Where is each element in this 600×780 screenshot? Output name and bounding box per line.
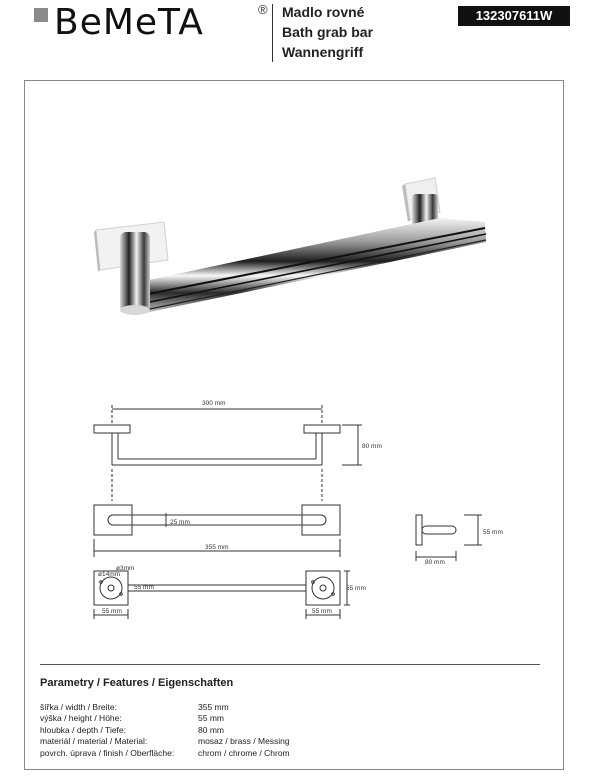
left-post <box>120 232 150 315</box>
features-divider <box>40 664 540 665</box>
feature-value: 55 mm <box>198 713 224 724</box>
feature-row-height <box>40 713 348 724</box>
product-photo <box>90 172 490 322</box>
feature-label: šířka / width / Breite: <box>40 702 117 712</box>
dim-80-depth: 80 mm <box>362 443 382 450</box>
dim-hole-14: ø14mm <box>98 571 121 578</box>
features-table <box>40 702 348 759</box>
header-divider <box>272 4 273 62</box>
feature-value: 355 mm <box>198 702 229 712</box>
feature-row-finish <box>40 748 348 759</box>
feature-label: hloubka / depth / Tiefe: <box>40 724 127 735</box>
product-name-en: Bath grab bar <box>282 24 374 40</box>
features-title: Parametry / Features / Eigenschaften <box>40 677 234 689</box>
feature-value: mosaz / brass / Messing <box>198 736 290 747</box>
registered-mark: ® <box>258 2 268 17</box>
dim-hole-3: ø3mm <box>116 565 135 572</box>
brand-logo: BeMeTA <box>54 2 204 43</box>
technical-drawing <box>80 385 530 625</box>
grab-bar <box>130 218 486 314</box>
feature-row-material <box>40 736 348 747</box>
feature-label: povrch. úprava / finish / Oberfläche: <box>40 747 175 758</box>
dim-55-inner: 55 mm <box>134 584 154 591</box>
feature-label: materiál / material / Material: <box>40 736 148 747</box>
dim-55-height: 55 mm <box>346 585 366 592</box>
product-names <box>282 2 373 62</box>
dim-300: 300 mm <box>202 400 226 407</box>
dim-55-side: 55 mm <box>483 529 503 536</box>
logo-square <box>34 8 48 22</box>
feature-row-width <box>40 702 348 713</box>
side-view <box>416 515 482 561</box>
feature-value: chrom / chrome / Chrom <box>198 747 290 758</box>
dim-80-side: 80 mm <box>425 559 445 566</box>
feature-value: 80 mm <box>198 724 224 735</box>
dim-355: 355 mm <box>205 544 229 551</box>
dim-55-left: 55 mm <box>102 608 122 615</box>
product-name-de: Wannengriff <box>282 44 364 60</box>
product-name-cz: Madlo rovné <box>282 4 365 20</box>
top-view <box>94 405 362 501</box>
dim-25: 25 mm <box>170 519 190 526</box>
feature-row-depth <box>40 725 348 736</box>
product-code: 132307611W <box>458 6 570 26</box>
feature-label: výška / height / Höhe: <box>40 713 122 724</box>
dim-55-right: 55 mm <box>312 608 332 615</box>
